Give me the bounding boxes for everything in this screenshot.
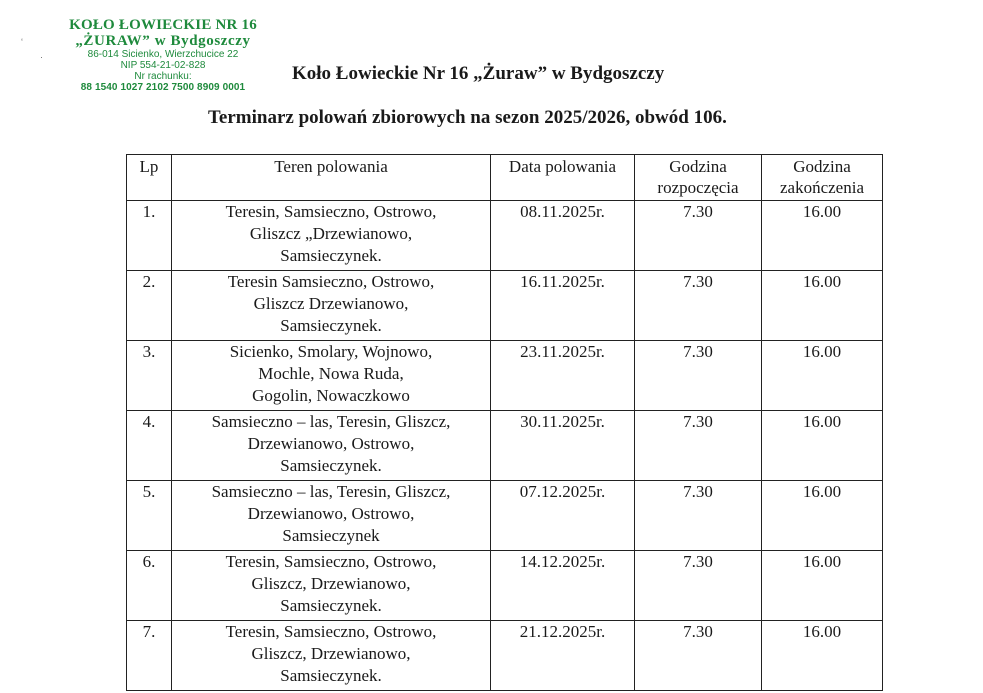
area-line: Gliszcz, Drzewianowo, — [251, 574, 411, 593]
cell-area — [172, 621, 491, 691]
area-line: Mochle, Nowa Ruda, — [258, 364, 404, 383]
area-line: Sicienko, Smolary, Wojnowo, — [229, 342, 433, 361]
cell-lp: 4. — [127, 411, 172, 481]
header-area: Teren polowania — [172, 155, 491, 201]
scan-speck: · — [40, 52, 43, 62]
cell-date: 21.12.2025r. — [491, 621, 635, 691]
table-row — [127, 341, 883, 411]
cell-lp: 7. — [127, 621, 172, 691]
header-date: Data polowania — [491, 155, 635, 201]
area-line: Gliszcz Drzewianowo, — [253, 294, 409, 313]
cell-end: 16.00 — [762, 341, 883, 411]
cell-end: 16.00 — [762, 481, 883, 551]
area-line: Gliszcz, Drzewianowo, — [251, 644, 411, 663]
document-title: Koło Łowieckie Nr 16 „Żuraw” w Bydgoszczy — [292, 63, 665, 84]
table-row — [127, 271, 883, 341]
area-line: Teresin, Samsieczno, Ostrowo, — [225, 552, 437, 571]
area-line: Drzewianowo, Ostrowo, — [247, 434, 415, 453]
area-line: Drzewianowo, Ostrowo, — [247, 504, 415, 523]
header-start-line2: rozpoczęcia — [657, 178, 739, 197]
cell-end: 16.00 — [762, 411, 883, 481]
stamp-address: 86-014 Sicienko, Wierzchucice 22 — [87, 49, 239, 60]
area-line: Teresin, Samsieczno, Ostrowo, — [225, 202, 437, 221]
cell-start: 7.30 — [635, 481, 762, 551]
stamp-account-number: 88 1540 1027 2102 7500 8909 0001 — [80, 82, 246, 93]
cell-lp: 1. — [127, 201, 172, 271]
area-line: Samsieczynek. — [280, 316, 382, 335]
cell-area — [172, 271, 491, 341]
stamp-name: KOŁO ŁOWIECKIE NR 16 — [69, 17, 257, 33]
scan-speck: ‘ — [21, 37, 23, 47]
area-line: Samsieczynek. — [280, 666, 382, 685]
cell-start: 7.30 — [635, 411, 762, 481]
table-row — [127, 621, 883, 691]
cell-start: 7.30 — [635, 551, 762, 621]
cell-area — [172, 341, 491, 411]
hunting-schedule-table — [126, 154, 883, 691]
cell-start: 7.30 — [635, 271, 762, 341]
area-line: Samsieczynek. — [280, 456, 382, 475]
stamp-nip: NIP 554-21-02-828 — [120, 60, 206, 71]
cell-area — [172, 411, 491, 481]
document-subtitle: Terminarz polowań zbiorowych na sezon 2025/2026, obwód 106. — [208, 107, 727, 128]
area-line: Samsieczynek — [282, 526, 380, 545]
cell-end: 16.00 — [762, 271, 883, 341]
cell-end: 16.00 — [762, 201, 883, 271]
area-line: Gliszcz „Drzewianowo, — [249, 224, 413, 243]
table-header-row — [127, 155, 883, 201]
cell-date: 30.11.2025r. — [491, 411, 635, 481]
cell-start: 7.30 — [635, 201, 762, 271]
table-row — [127, 551, 883, 621]
header-lp: Lp — [127, 155, 172, 201]
cell-start: 7.30 — [635, 621, 762, 691]
table-row — [127, 481, 883, 551]
cell-date: 08.11.2025r. — [491, 201, 635, 271]
area-line: Samsieczno – las, Teresin, Gliszcz, — [211, 412, 451, 431]
cell-lp: 3. — [127, 341, 172, 411]
header-start-line1: Godzina — [669, 157, 727, 176]
header-start — [635, 155, 762, 201]
area-line: Teresin, Samsieczno, Ostrowo, — [225, 622, 437, 641]
area-line: Samsieczno – las, Teresin, Gliszcz, — [211, 482, 451, 501]
cell-date: 16.11.2025r. — [491, 271, 635, 341]
header-end-line1: Godzina — [793, 157, 851, 176]
table-row — [127, 411, 883, 481]
cell-date: 07.12.2025r. — [491, 481, 635, 551]
cell-date: 14.12.2025r. — [491, 551, 635, 621]
cell-lp: 2. — [127, 271, 172, 341]
area-line: Gogolin, Nowaczkowo — [252, 386, 410, 405]
cell-lp: 6. — [127, 551, 172, 621]
cell-end: 16.00 — [762, 551, 883, 621]
cell-area — [172, 201, 491, 271]
cell-start: 7.30 — [635, 341, 762, 411]
header-end-line2: zakończenia — [780, 178, 864, 197]
cell-end: 16.00 — [762, 621, 883, 691]
cell-lp: 5. — [127, 481, 172, 551]
area-line: Samsieczynek. — [280, 246, 382, 265]
stamp-account-label: Nr rachunku: — [134, 71, 192, 82]
cell-area — [172, 551, 491, 621]
cell-date: 23.11.2025r. — [491, 341, 635, 411]
organization-stamp — [58, 18, 268, 93]
stamp-subname: „ŻURAW” w Bydgoszczy — [75, 33, 251, 49]
table-row — [127, 201, 883, 271]
cell-area — [172, 481, 491, 551]
area-line: Samsieczynek. — [280, 596, 382, 615]
header-end — [762, 155, 883, 201]
area-line: Teresin Samsieczno, Ostrowo, — [227, 272, 435, 291]
